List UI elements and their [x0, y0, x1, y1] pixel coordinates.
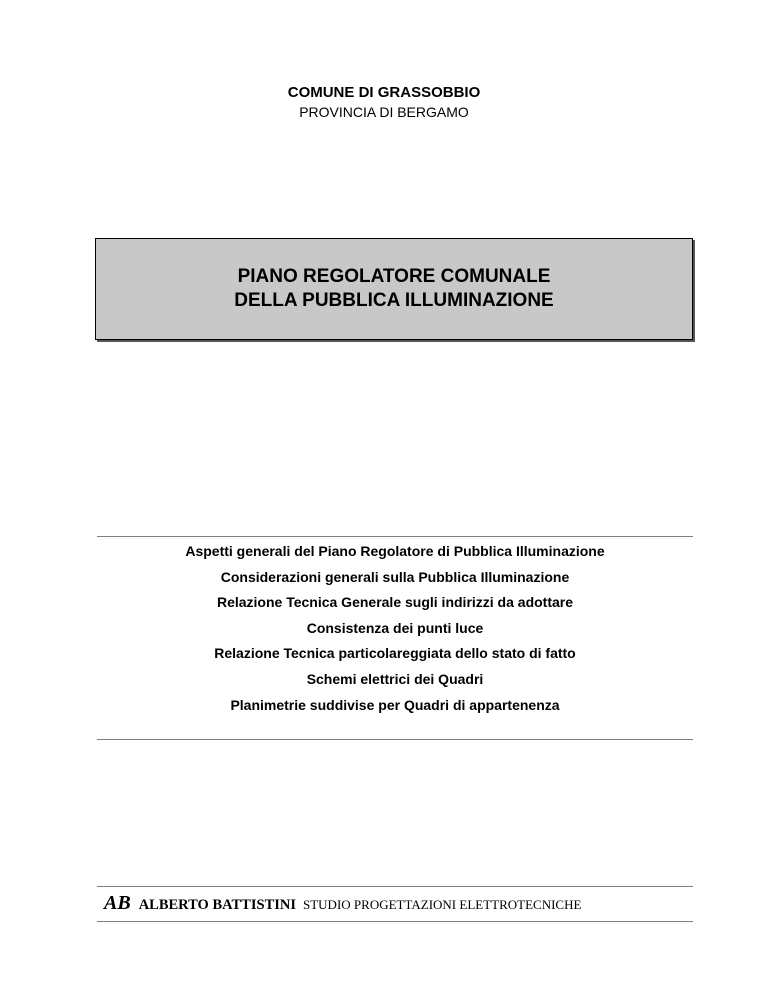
author-name: ALBERTO BATTISTINI [138, 897, 296, 913]
document-title-line-1: PIANO REGOLATORE COMUNALE [237, 266, 551, 287]
footer-top-divider [97, 886, 693, 887]
contents-item: Planimetrie suddivise per Quadri di appartenenza [230, 696, 560, 713]
contents-item: Relazione Tecnica Generale sugli indirizzi da adottare [216, 594, 574, 611]
contents-item: Relazione Tecnica particolareggiata dello stato di fatto [214, 645, 576, 662]
contents-item: Consistenza dei punti luce [306, 619, 484, 636]
contents-item: Considerazioni generali sulla Pubblica Illuminazione [220, 568, 570, 585]
document-header [0, 84, 768, 121]
document-title-line-2: DELLA PUBBLICA ILLUMINAZIONE [234, 290, 554, 311]
footer-bottom-divider [97, 921, 693, 922]
studio-footer [104, 892, 581, 920]
document-title-box [95, 238, 693, 340]
contents-list [97, 537, 693, 718]
studio-initials: AB [104, 892, 131, 914]
contents-bottom-divider [97, 739, 693, 740]
municipality-name: COMUNE DI GRASSOBBIO [287, 84, 481, 101]
contents-item: Aspetti generali del Piano Regolatore di Pubblica Illuminazione [185, 543, 605, 559]
province-name: PROVINCIA DI BERGAMO [299, 104, 469, 120]
studio-description: STUDIO PROGETTAZIONI ELETTROTECNICHE [303, 897, 582, 912]
contents-item: Schemi elettrici dei Quadri [306, 670, 484, 687]
